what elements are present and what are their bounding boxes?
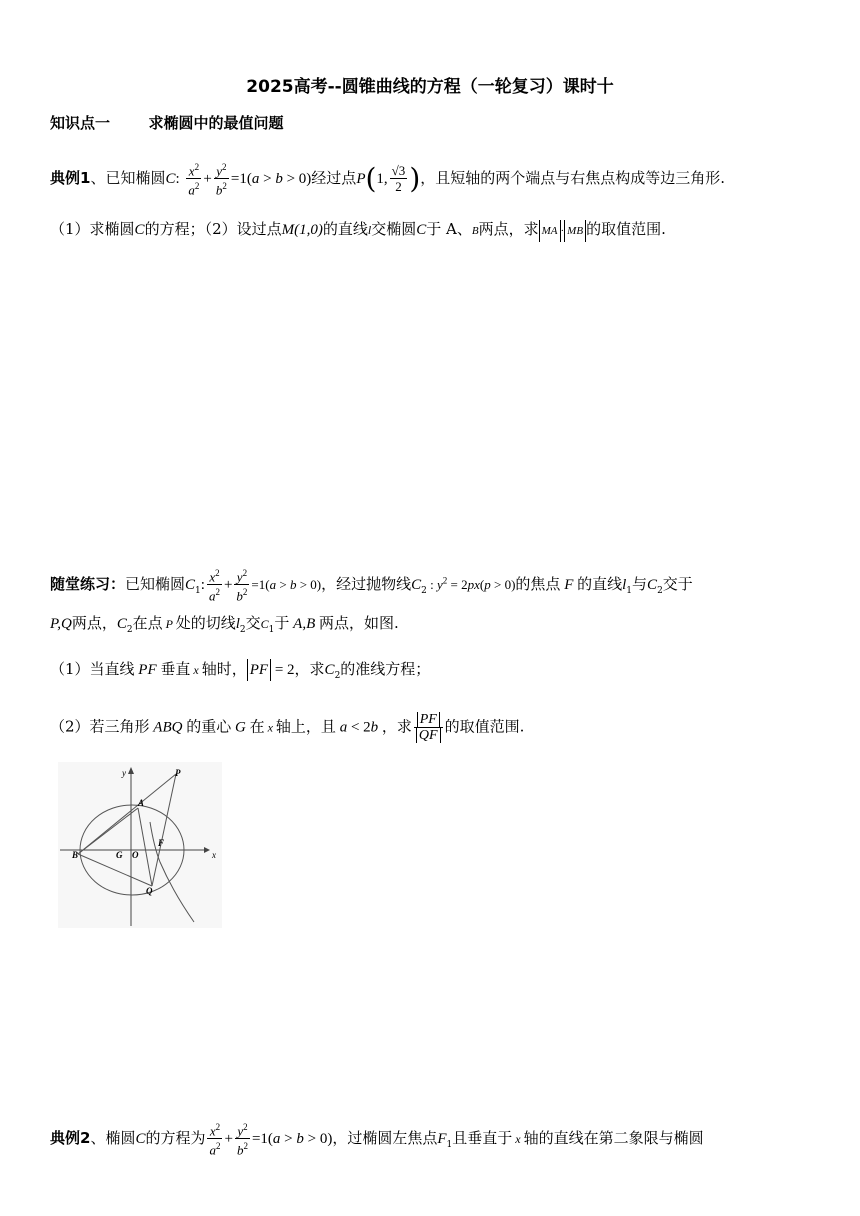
label-b: B (72, 850, 79, 860)
label-q: Q (146, 886, 153, 896)
example1-label: 典例1 (50, 168, 91, 187)
example1-statement: 典例1、已知椭圆C: $\frac{x^2}{a^2}$ + $\frac{y^2}{b^2}$ =1(a > b > 0)经过点P(1, $\frac{√3}{2}$ )，且短轴的两个端点与右焦点构成等边三角形. (50, 161, 726, 198)
point-m: M(1,0) (281, 222, 323, 238)
practice-q2-e: ，求 (381, 717, 412, 736)
practice-text-c: 的焦点 (515, 574, 561, 593)
practice-q2-b: 的重心 (186, 717, 232, 736)
section-title: 求椭圆中的最值问题 (148, 114, 284, 132)
q1-text-c: 的直线 (322, 220, 368, 238)
label-o: O (132, 850, 139, 860)
practice-q1: （1）当直线 PF 垂直 x 轴时， PF = 2，求$C_2$的准线方程； (50, 660, 431, 681)
q1-text-f: 两点，求 (478, 220, 539, 238)
practice-text-a: 已知椭圆 (125, 574, 186, 593)
practice-q1-d: ，求 (294, 660, 325, 678)
q1-text-e: 于 A、 (426, 220, 472, 238)
practice-q1-c: 轴时， (201, 660, 247, 678)
practice-line2-b: 在点 (132, 614, 163, 632)
example2-text-c: ，过椭圆左焦点 (332, 1128, 438, 1147)
ellipse-name-3: C (416, 222, 427, 238)
page-title: 2025高考--圆锥曲线的方程（一轮复习）课时十 (246, 77, 614, 97)
example1-text: 、已知椭圆 (90, 168, 166, 187)
example2-label: 典例2 (50, 1128, 91, 1147)
practice-line2-c: 处的切线 (175, 614, 236, 632)
practice-line2-a: 两点， (71, 614, 117, 632)
example1-question: （1）求椭圆C的方程；（2）设过点M(1,0)的直线l交椭圆C于 A、B两点，求 MA · MB 的取值范围. (50, 218, 666, 242)
q1-text-b: 的方程；（2）设过点 (144, 220, 282, 238)
practice-q1-a: （1）当直线 (50, 660, 135, 678)
fraction-y2b2: $\frac{y^2}{b^2}$ (215, 162, 227, 198)
fraction-sqrt3-2: $\frac{√3}{2}$ (391, 163, 406, 195)
section-heading (50, 112, 284, 134)
label-p: P (175, 768, 181, 778)
practice-label: 随堂练习： (50, 574, 126, 593)
q1-text-d: 交椭圆 (371, 220, 417, 238)
example1-text-b: 经过点 (311, 168, 357, 187)
practice-q2-c: 在 (249, 717, 265, 736)
example2-text-e: 轴的直线在第二象限与椭圆 (523, 1128, 704, 1147)
example2-text-d: 且垂直于 (452, 1128, 513, 1147)
practice-q1-e: 的准线方程； (340, 660, 431, 678)
fraction-x2a2: $\frac{x^2}{a^2}$ (188, 162, 200, 198)
practice-line2-d: 交 (245, 614, 261, 632)
practice-q2-a: （2）若三角形 (50, 717, 150, 736)
line-l: l (367, 223, 372, 237)
label-f: F (158, 838, 165, 848)
practice-text-b: ，经过抛物线 (321, 574, 412, 593)
practice-text-d: 的直线 (577, 574, 623, 593)
q1-text-g: 的取值范围. (586, 220, 666, 238)
practice-text-e: 与 (632, 574, 648, 593)
practice-statement: 随堂练习：已知椭圆$C_1$: $\frac{x^2}{a^2}$ + $\frac{y^2}{b^2}$ =1(a > b > 0)，经过抛物线$C_2$ : $y^2 = 2px(p > 0)$的焦点 F 的直线$l_1$与$C_2$交于 (50, 568, 693, 604)
practice-text-f: 交于 (662, 574, 693, 593)
section-label: 知识点一 (50, 114, 111, 132)
label-y: y (122, 768, 126, 778)
practice-q2-d: 轴上，且 (275, 717, 336, 736)
practice-q2: （2）若三角形 ABQ 的重心 G 在 x 轴上，且 a < 2b ，求 $\frac{PF}{QF}$ 的取值范围. (50, 712, 525, 743)
example1-text-c: ，且短轴的两个端点与右焦点构成等边三角形. (420, 168, 726, 187)
q1-text: （1）求椭圆 (50, 220, 135, 238)
example2-text-a: 、椭圆 (90, 1128, 136, 1147)
example2-text-b: 的方程为 (145, 1128, 206, 1147)
label-a: A (138, 798, 145, 808)
example2-statement: 典例2、椭圆C的方程为 $\frac{x^2}{a^2}$ + $\frac{y^2}{b^2}$ =1(a > b > 0)，过椭圆左焦点$F_1$且垂直于 x 轴的直线在第二象限与椭圆 (50, 1122, 704, 1158)
practice-line2-f: 两点，如图. (319, 614, 399, 632)
practice-statement-line2: P,Q两点，$C_2$在点 P 处的切线$l_2$交$C_1$于 A,B 两点，如图. (50, 614, 399, 635)
ellipse-name-2: C (134, 222, 145, 238)
ellipse-name: C (165, 170, 176, 187)
practice-q2-f: 的取值范围. (444, 717, 525, 736)
practice-line2-e: 于 (274, 614, 290, 632)
practice-q1-b: 垂直 (160, 660, 191, 678)
label-x: x (212, 850, 216, 860)
label-g: G (116, 850, 123, 860)
ellipse-parabola-figure (58, 762, 222, 928)
